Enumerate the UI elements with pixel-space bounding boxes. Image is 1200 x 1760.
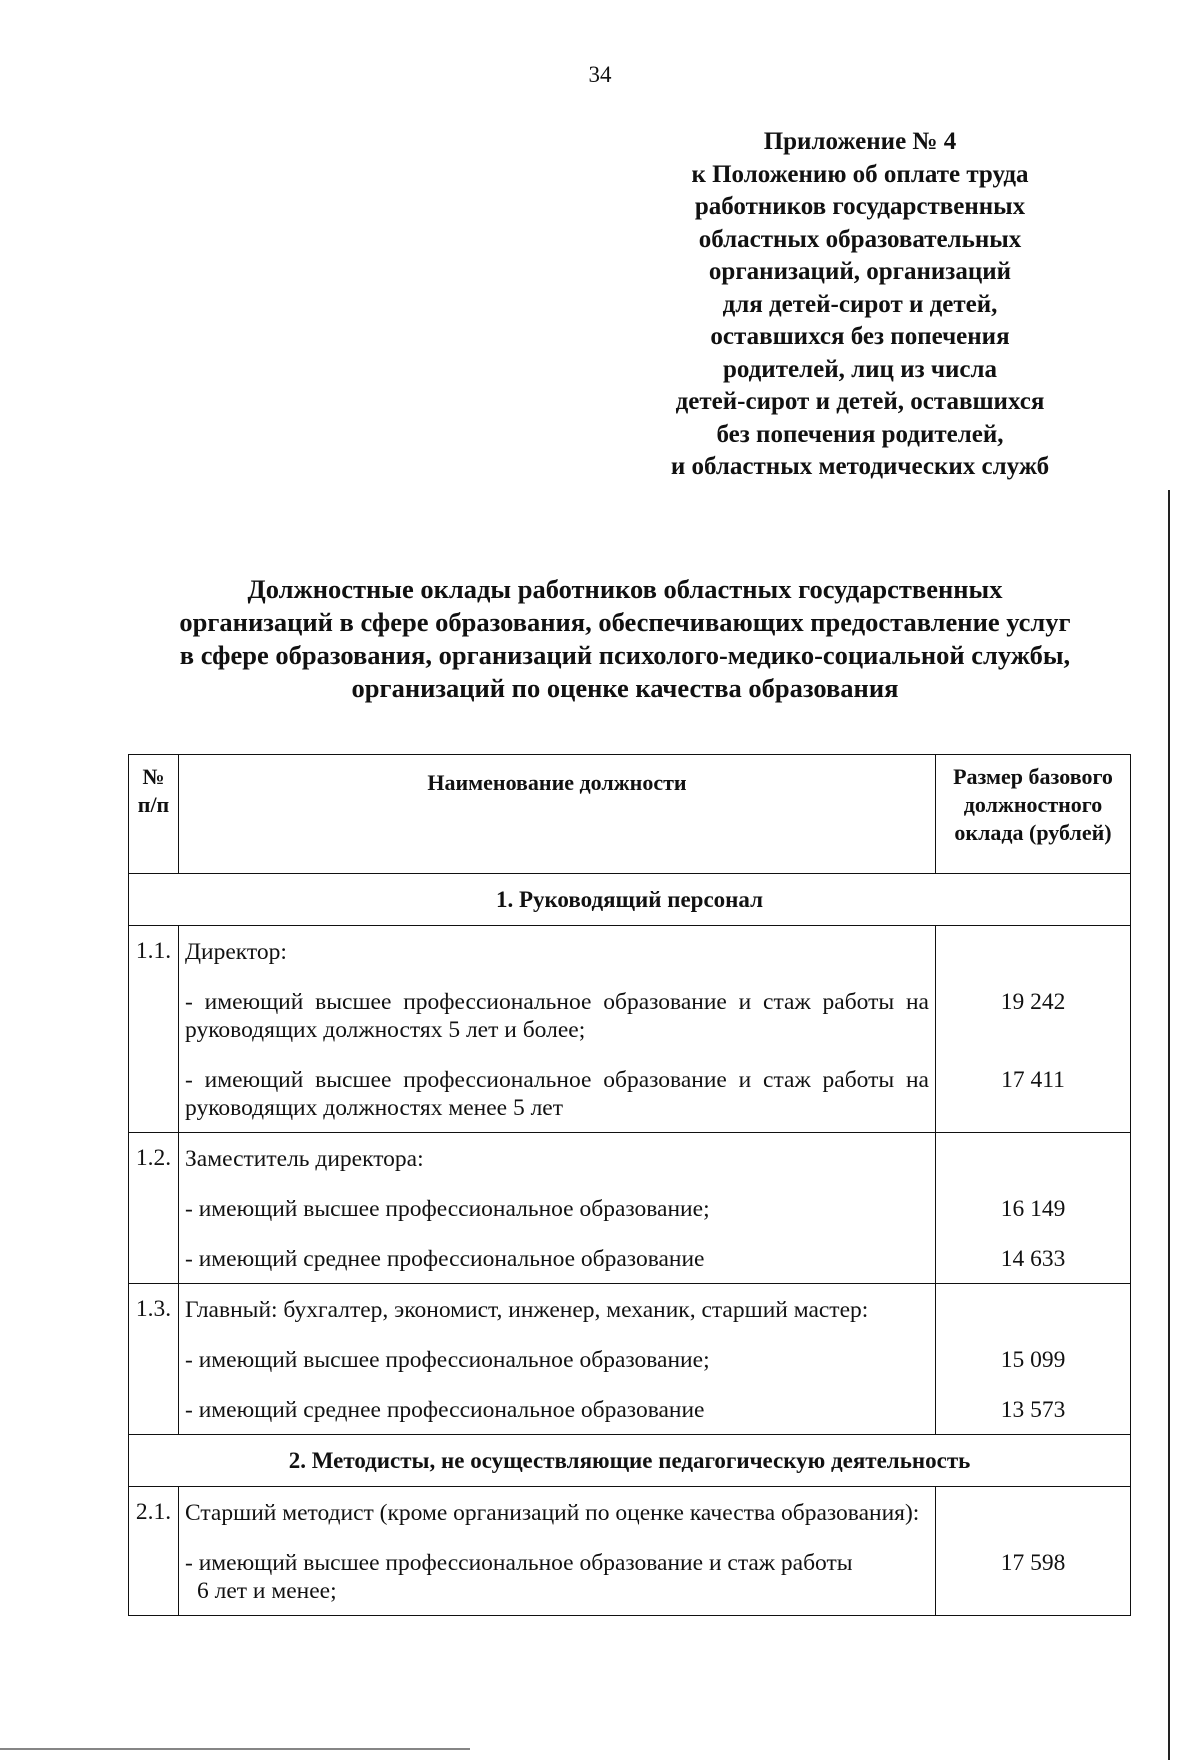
- title-line: Должностные оклады работников областных государственных: [247, 574, 1003, 604]
- appendix-line: областных образовательных: [698, 225, 1022, 253]
- section-title: 2. Методисты, не осуществляющие педагогическую деятельность: [129, 1435, 1131, 1487]
- header-num: № п/п: [129, 755, 179, 874]
- appendix-line: организаций, организаций: [708, 258, 1012, 285]
- salary-table: [128, 754, 1131, 1616]
- condition-text: - имеющий среднее профессиональное образование: [185, 1246, 705, 1272]
- position-name: Директор:: [185, 939, 287, 965]
- condition-text: - имеющий высшее профессиональное образование и стаж работы: [185, 1550, 853, 1576]
- page-number: 34: [588, 62, 612, 87]
- salary-value: 16 149: [1000, 1196, 1066, 1222]
- section-title: 1. Руководящий персонал: [129, 874, 1131, 926]
- document-title: [120, 573, 1130, 705]
- salary-cell: [936, 1487, 1131, 1616]
- condition-text: - имеющий среднее профессиональное образование: [185, 1397, 705, 1423]
- salary-cell: [936, 1284, 1131, 1435]
- row-number: 2.1.: [129, 1487, 179, 1616]
- table-row: [129, 926, 1131, 1133]
- appendix-line: оставшихся без попечения: [710, 323, 1010, 350]
- position-name: Заместитель директора:: [185, 1146, 424, 1172]
- scan-edge-line-bottom: [0, 1748, 470, 1750]
- condition-text: - имеющий высшее профессиональное образование и стаж работы на руководящих должностях менее 5 лет: [185, 1067, 929, 1121]
- condition-text: - имеющий высшее профессиональное образование;: [185, 1196, 710, 1222]
- scan-edge-line-right: [1168, 490, 1170, 1760]
- row-number: 1.3.: [129, 1284, 179, 1435]
- section-row: [129, 874, 1131, 926]
- salary-value: 13 573: [1000, 1397, 1066, 1423]
- section-row: [129, 1435, 1131, 1487]
- table-header-row: [129, 755, 1131, 874]
- condition-text: - имеющий высшее профессиональное образование и стаж работы на руководящих должностях 5 лет и более;: [185, 989, 929, 1043]
- title-line: организаций в сфере образования, обеспечивающих предоставление услуг: [179, 607, 1071, 637]
- salary-cell: [936, 1133, 1131, 1284]
- position-name: Главный: бухгалтер, экономист, инженер, механик, старший мастер:: [185, 1297, 869, 1323]
- table-row: [129, 1487, 1131, 1616]
- position-cell: [179, 1133, 936, 1284]
- appendix-line: для детей-сирот и детей,: [722, 290, 998, 318]
- salary-value: 14 633: [1000, 1246, 1066, 1272]
- appendix-line: без попечения родителей,: [716, 420, 1004, 448]
- header-salary: Размер базового должностного оклада (рублей): [936, 755, 1131, 874]
- appendix-line: детей-сирот и детей, оставшихся: [675, 388, 1045, 415]
- salary-value: 17 598: [1000, 1550, 1066, 1576]
- salary-value: 19 242: [1000, 989, 1066, 1015]
- condition-text-continued: 6 лет и менее;: [197, 1578, 337, 1604]
- appendix-line: работников государственных: [694, 193, 1026, 220]
- appendix-line: и областных методических служб: [670, 453, 1050, 480]
- salary-cell: [936, 926, 1131, 1133]
- condition-text: - имеющий высшее профессиональное образование;: [185, 1347, 710, 1373]
- title-line: в сфере образования, организаций психолого-медико-социальной службы,: [179, 640, 1071, 670]
- position-cell: [179, 1487, 936, 1616]
- row-number: 1.2.: [129, 1133, 179, 1284]
- title-line: организаций по оценке качества образования: [351, 673, 899, 703]
- row-number: 1.1.: [129, 926, 179, 1133]
- table-row: [129, 1284, 1131, 1435]
- appendix-line: к Положению об оплате труда: [691, 160, 1029, 188]
- appendix-line: Приложение № 4: [763, 128, 957, 155]
- header-position-name: Наименование должности: [179, 755, 936, 874]
- table-row: [129, 1133, 1131, 1284]
- salary-value: 17 411: [1001, 1067, 1065, 1093]
- position-cell: [179, 926, 936, 1133]
- appendix-header: [620, 126, 1100, 484]
- position-cell: [179, 1284, 936, 1435]
- salary-value: 15 099: [1000, 1347, 1066, 1373]
- position-name: Старший методист (кроме организаций по оценке качества образования):: [185, 1500, 920, 1526]
- appendix-line: родителей, лиц из числа: [722, 355, 998, 383]
